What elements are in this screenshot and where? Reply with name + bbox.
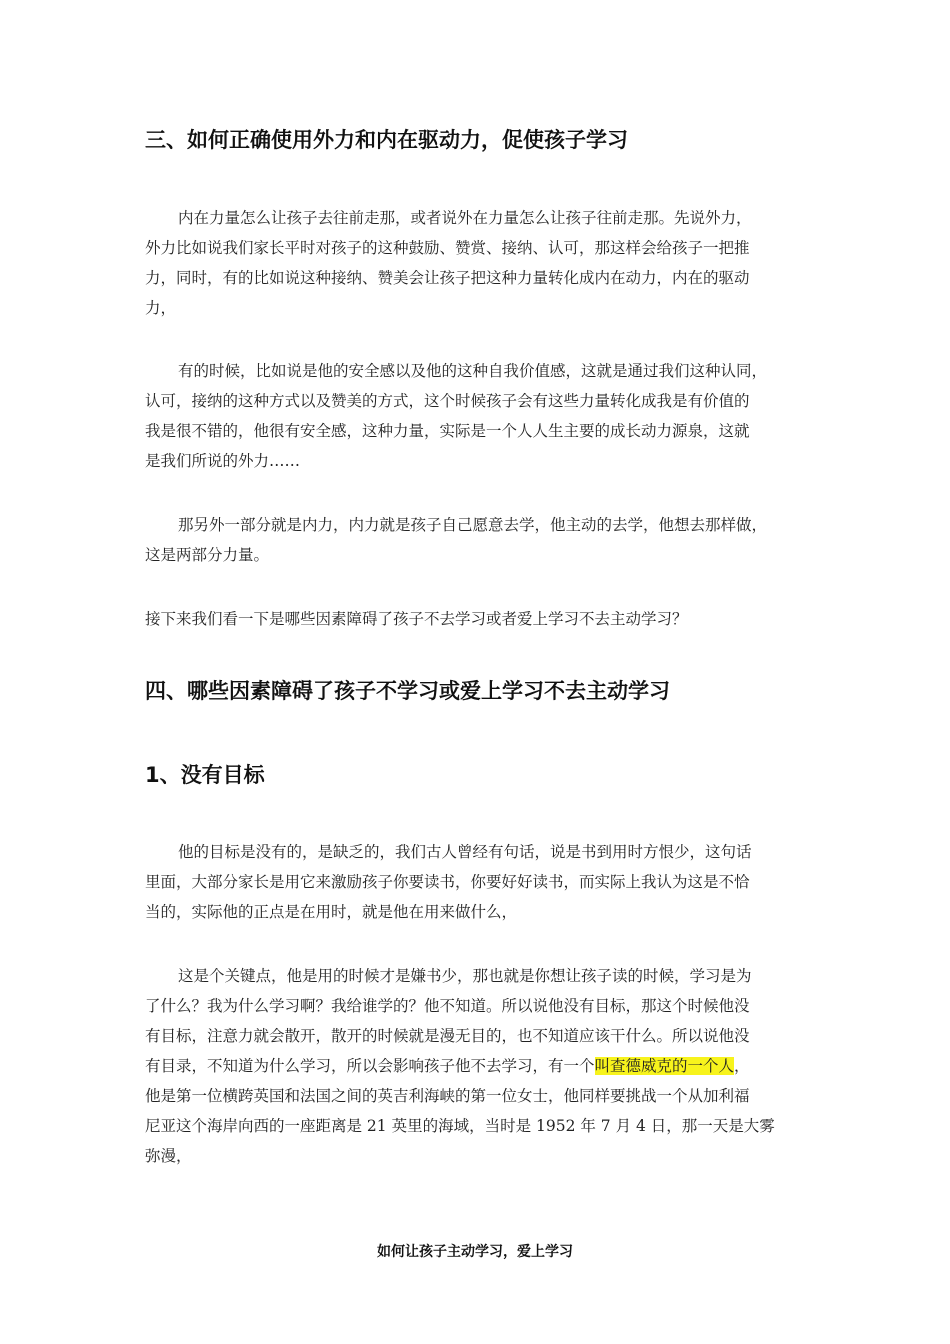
text-run: ， bbox=[734, 1057, 750, 1075]
subsection-1-paragraph-2 bbox=[145, 961, 813, 1171]
text-line: 弥漫， bbox=[145, 1147, 192, 1165]
text-line: 接下来我们看一下是哪些因素障碍了孩子不去学习或者爱上学习不去主动学习？ bbox=[145, 610, 688, 628]
text-line-with-highlight bbox=[145, 1051, 813, 1081]
section3-heading: 三、如何正确使用外力和内在驱动力，促使孩子学习 bbox=[145, 128, 628, 152]
text-line: 有的时候，比如说是他的安全感以及他的这种自我价值感，这就是通过我们这种认同， bbox=[178, 362, 768, 380]
text-line: 我是很不错的，他很有安全感，这种力量，实际是一个人人生主要的成长动力源泉，这就 bbox=[145, 422, 750, 440]
text-line: 那另外一部分就是内力，内力就是孩子自己愿意去学，他主动的去学，他想去那样做， bbox=[178, 516, 768, 534]
text-line: 是我们所说的外力…… bbox=[145, 452, 301, 470]
text-line: 这是个关键点，他是用的时候才是嫌书少，那也就是你想让孩子读的时候，学习是为 bbox=[178, 967, 752, 985]
subsection-1-heading: 1、没有目标 bbox=[145, 763, 265, 787]
text-line: 他的目标是没有的，是缺乏的，我们古人曾经有句话，说是书到用时方恨少，这句话 bbox=[178, 843, 752, 861]
text-line: 认可，接纳的这种方式以及赞美的方式，这个时候孩子会有这些力量转化成我是有价值的 bbox=[145, 392, 750, 410]
text-line: 尼亚这个海岸向西的一座距离是 21 英里的海域，当时是 1952 年 7 月 4 日，那一天是大雾 bbox=[145, 1117, 775, 1135]
text-line: 外力比如说我们家长平时对孩子的这种鼓励、赞赏、接纳、认可，那这样会给孩子一把推 bbox=[145, 239, 750, 257]
text-line: 里面，大部分家长是用它来激励孩子你要读书，你要好好读书，而实际上我认为这是不恰 bbox=[145, 873, 750, 891]
section4-heading: 四、哪些因素障碍了孩子不学习或爱上学习不去主动学习 bbox=[145, 679, 670, 703]
text-line: 内在力量怎么让孩子去往前走那，或者说外在力量怎么让孩子往前走那。先说外力， bbox=[178, 209, 752, 227]
text-line: 了什么？我为什么学习啊？我给谁学的？他不知道。所以说他没有目标，那这个时候他没 bbox=[145, 997, 750, 1015]
section3-paragraph-1 bbox=[145, 203, 813, 323]
text-line: 力， bbox=[145, 299, 177, 317]
text-line: 力，同时，有的比如说这种接纳、赞美会让孩子把这种力量转化成内在动力，内在的驱动 bbox=[145, 269, 750, 287]
text-line: 有目标，注意力就会散开，散开的时候就是漫无目的，也不知道应该干什么。所以说他没 bbox=[145, 1027, 750, 1045]
text-line: 这是两部分力量。 bbox=[145, 546, 270, 564]
section3-paragraph-3 bbox=[145, 510, 813, 570]
page-footer: 如何让孩子主动学习，爱上学习 bbox=[377, 1244, 573, 1260]
text-line: 他是第一位横跨英国和法国之间的英吉利海峡的第一位女士，他同样要挑战一个从加利福 bbox=[145, 1087, 750, 1105]
text-run: 有目录，不知道为什么学习，所以会影响孩子他不去学习，有一个 bbox=[145, 1057, 595, 1075]
subsection-1-paragraph-1 bbox=[145, 837, 813, 927]
section3-paragraph-2 bbox=[145, 356, 813, 476]
text-line: 当的，实际他的正点是在用时，就是他在用来做什么， bbox=[145, 903, 518, 921]
section3-paragraph-4 bbox=[145, 604, 813, 634]
highlighted-text: 叫查德威克的一个人 bbox=[594, 1057, 735, 1075]
